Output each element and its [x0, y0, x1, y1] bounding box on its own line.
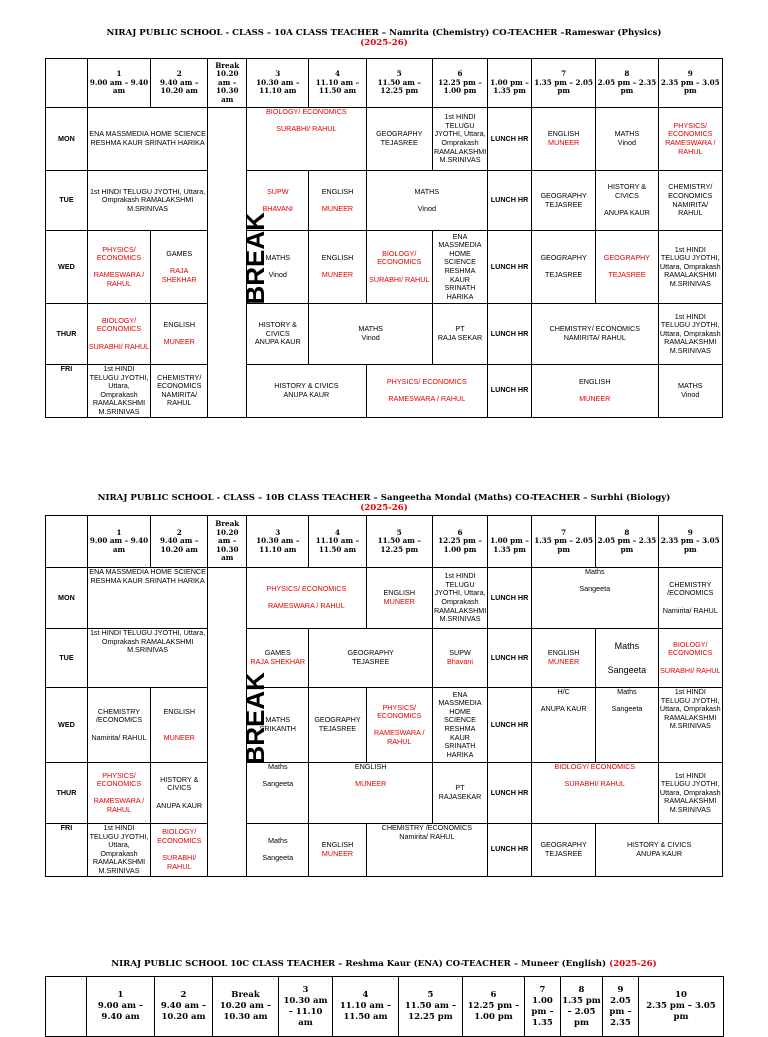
period-6-header: 6 12.25 pm – 1.00 pm — [432, 59, 487, 108]
corner-cell — [46, 516, 88, 568]
header-row — [46, 59, 723, 108]
cell-thu-6: PT RAJA SEKAR — [432, 304, 487, 365]
title-10b — [0, 493, 768, 513]
period-5-header: 5 11.50 am – 12.25 pm — [399, 977, 463, 1037]
period-9-header: 9 2.05 pm – 2.35 — [603, 977, 639, 1037]
cell-tue-9: BIOLOGY/ ECONOMICS SURABHI/ RAHUL — [658, 629, 722, 688]
cell-mon-3-4: PHYSICS/ ECONOMICS RAMESWARA / RAHUL — [247, 568, 366, 629]
title-10a — [0, 28, 768, 48]
day-label: THUR — [46, 304, 88, 365]
cell-fri-1: 1st HINDI TELUGU JYOTHI, Uttara, Omprakash RAMALAKSHMI M.SRINIVAS — [87, 365, 150, 418]
cell-wed-6: ENA MASSMEDIA HOME SCIENCE RESHMA KAUR SRINATH HARIKA — [432, 688, 487, 763]
cell-tue-4: ENGLISH MUNEER — [309, 171, 366, 231]
cell-fri-4: ENGLISH MUNEER — [309, 824, 366, 877]
cell-fri-7: GEOGRAPHY TEJASREE — [531, 824, 595, 877]
cell-thu-6: PT RAJASEKAR — [432, 763, 487, 824]
cell-fri-7-8: ENGLISH MUNEER — [531, 365, 658, 418]
cell-wed-8: GEOGRAPHY TEJASREE — [596, 231, 658, 304]
break-column — [208, 568, 271, 877]
cell-fri-2: BIOLOGY/ ECONOMICS SURABHI/ RAHUL — [151, 824, 208, 877]
cell-wed-7: H/C ANUPA KAUR — [531, 688, 595, 763]
period-1-header: 1 9.00 am – 9.40 am — [87, 516, 150, 568]
break-header: Break 10.20 am – 10.30 am — [208, 516, 247, 568]
lunch-cell: LUNCH HR — [488, 171, 532, 231]
row-mon — [46, 568, 723, 629]
period-8-header: 8 2.05 pm – 2.35 pm — [596, 516, 658, 568]
row-wed — [46, 688, 723, 763]
cell-wed-9: 1st HINDI TELUGU JYOTHI, Uttara, Omprakash RAMALAKSHMI M.SRINIVAS — [658, 231, 722, 304]
title-10a-main: NIRAJ PUBLIC SCHOOL - CLASS – 10A CLASS TEACHER – Namrita (Chemistry) CO-TEACHER –Rameswar (Physics) — [106, 28, 662, 38]
lunch-cell: LUNCH HR — [488, 568, 532, 629]
corner-cell — [46, 977, 87, 1037]
cell-wed-8: Maths Sangeeta — [596, 688, 658, 763]
lunch-cell: LUNCH HR — [488, 763, 532, 824]
cell-fri-5-6: PHYSICS/ ECONOMICS RAMESWARA / RAHUL — [366, 365, 487, 418]
cell-fri-1: 1st HINDI TELUGU JYOTHI, Uttara, Omprakash RAMALAKSHMI M.SRINIVAS — [87, 824, 150, 877]
row-thur — [46, 763, 723, 824]
cell-mon-8: MATHS Vinod — [596, 108, 658, 171]
period-8-header: 8 1.35 pm – 2.05 pm — [561, 977, 603, 1037]
timetable-10a — [45, 58, 723, 418]
break-label: BREAK — [240, 212, 271, 306]
cell-tue-1-2: 1st HINDI TELUGU JYOTHI, Uttara, Omprakash RAMALAKSHMI M.SRINIVAS — [87, 171, 207, 231]
header-row — [46, 516, 723, 568]
cell-mon-5: ENGLISH MUNEER — [366, 568, 432, 629]
period-5-header: 5 11.50 am – 12.25 pm — [366, 516, 432, 568]
cell-mon-7-8: Maths Sangeeta — [531, 568, 658, 629]
timetable-10b — [45, 515, 723, 877]
period-2-header: 2 9.40 am – 10.20 am — [151, 516, 208, 568]
cell-thu-9: 1st HINDI TELUGU JYOTHI, Uttara, Omprakash RAMALAKSHMI M.SRINIVAS — [658, 304, 722, 365]
cell-tue-8: Maths Sangeeta — [596, 629, 658, 688]
cell-thu-7-8: BIOLOGY/ ECONOMICS SURABHI/ RAHUL — [531, 763, 658, 824]
lunch-cell: LUNCH HR — [488, 231, 532, 304]
cell-wed-1: CHEMISTRY /ECONOMICS Namirita/ RAHUL — [87, 688, 150, 763]
cell-wed-9: 1st HINDI TELUGU JYOTHI, Uttara, Omprakash RAMALAKSHMI M.SRINIVAS — [658, 688, 722, 763]
cell-thu-3: HISTORY & CIVICS ANUPA KAUR — [247, 304, 309, 365]
day-label: TUE — [46, 629, 88, 688]
corner-cell — [46, 59, 88, 108]
period-4-header: 4 11.10 am – 11.50 am — [333, 977, 399, 1037]
lunch-cell: LUNCH HR — [488, 629, 532, 688]
cell-wed-4: GEOGRAPHY TEJASREE — [309, 688, 366, 763]
period-9-header: 9 2.35 pm – 3.05 pm — [658, 59, 722, 108]
cell-tue-8: HISTORY & CIVICS ANUPA KAUR — [596, 171, 658, 231]
cell-wed-3: MATHS SRIKANTH — [247, 688, 309, 763]
period-3-header: 3 10.30 am – 11.10 am — [247, 516, 309, 568]
row-tue — [46, 629, 723, 688]
period-5-header: 5 11.50 am – 12.25 pm — [366, 59, 432, 108]
cell-wed-5: BIOLOGY/ ECONOMICS SURABHI/ RAHUL — [366, 231, 432, 304]
day-label: WED — [46, 231, 88, 304]
cell-tue-3: SUPW BHAVANI — [247, 171, 309, 231]
period-8-header: 8 2.05 pm – 2.35 pm — [596, 59, 658, 108]
period-1-header: 1 9.00 am – 9.40 am — [87, 977, 155, 1037]
lunch-cell: LUNCH HR — [488, 824, 532, 877]
cell-wed-3: MATHS Vinod — [247, 231, 309, 304]
cell-mon-3-4: BIOLOGY/ ECONOMICS SURABHI/ RAHUL — [247, 108, 366, 171]
lunch-cell: LUNCH HR — [488, 304, 532, 365]
lunch-header: 1.00 pm – 1.35 pm — [488, 59, 532, 108]
title-10c — [0, 959, 768, 969]
cell-tue-7: GEOGRAPHY TEJASREE — [531, 171, 595, 231]
cell-tue-7: ENGLISH MUNEER — [531, 629, 595, 688]
period-2-header: 2 9.40 am – 10.20 am — [155, 977, 213, 1037]
cell-fri-5-6: CHEMISTRY /ECONOMICS Namirita/ RAHUL — [366, 824, 487, 877]
day-label: TUE — [46, 171, 88, 231]
period-4-header: 4 11.10 am – 11.50 am — [309, 59, 366, 108]
break-header: Break 10.20 am – 10.30 am — [213, 977, 279, 1037]
period-7-header: 7 1.35 pm – 2.05 pm — [531, 516, 595, 568]
cell-thu-2: ENGLISH MUNEER — [151, 304, 208, 365]
row-tue — [46, 171, 723, 231]
period-4-header: 4 11.10 am – 11.50 am — [309, 516, 366, 568]
cell-wed-6: ENA MASSMEDIA HOME SCIENCE RESHMA KAUR SRINATH HARIKA — [432, 231, 487, 304]
cell-thu-4-5: ENGLISH MUNEER — [309, 763, 433, 824]
cell-thu-9: 1st HINDI TELUGU JYOTHI, Uttara, Omprakash RAMALAKSHMI M.SRINIVAS — [658, 763, 722, 824]
cell-mon-6: 1st HINDI TELUGU JYOTHI, Uttara, Omprakash RAMALAKSHMI M.SRINIVAS — [432, 108, 487, 171]
title-10b-year: (2025-26) — [360, 503, 408, 513]
cell-wed-2: GAMES RAJA SHEKHAR — [151, 231, 208, 304]
row-fri — [46, 365, 723, 418]
cell-tue-5-6: MATHS Vinod — [366, 171, 487, 231]
period-3-header: 3 10.30 am – 11.10 am — [279, 977, 333, 1037]
header-row — [46, 977, 724, 1037]
title-10c-main: NIRAJ PUBLIC SCHOOL 10C CLASS TEACHER – Reshma Kaur (ENA) CO-TEACHER – Muneer (English) — [111, 959, 607, 969]
day-label: FRI — [46, 365, 88, 418]
lunch-cell: LUNCH HR — [488, 688, 532, 763]
cell-wed-5: PHYSICS/ ECONOMICS RAMESWARA / RAHUL — [366, 688, 432, 763]
day-label: FRI — [46, 824, 88, 877]
period-9-header: 9 2.35 pm – 3.05 pm — [658, 516, 722, 568]
day-label: MON — [46, 568, 88, 629]
row-fri — [46, 824, 723, 877]
break-label: BREAK — [240, 672, 271, 765]
cell-tue-6: SUPW Bhavani — [432, 629, 487, 688]
cell-fri-9: MATHS Vinod — [658, 365, 722, 418]
cell-thu-2: HISTORY & CIVICS ANUPA KAUR — [151, 763, 208, 824]
title-10c-year: (2025-26) — [609, 959, 657, 969]
cell-mon-7: ENGLISH MUNEER — [531, 108, 595, 171]
row-mon — [46, 108, 723, 171]
cell-fri-3-4: HISTORY & CIVICS ANUPA KAUR — [247, 365, 366, 418]
title-10a-year: (2025-26) — [360, 38, 408, 48]
period-6-header: 6 12.25 pm – 1.00 pm — [432, 516, 487, 568]
period-7-header: 7 1.35 pm – 2.05 pm — [531, 59, 595, 108]
lunch-cell: LUNCH HR — [488, 108, 532, 171]
day-label: THUR — [46, 763, 88, 824]
row-thur — [46, 304, 723, 365]
cell-tue-4-5: GEOGRAPHY TEJASREE — [309, 629, 433, 688]
cell-fri-2: CHEMISTRY/ ECONOMICS NAMIRITA/ RAHUL — [151, 365, 208, 418]
break-column — [208, 108, 271, 418]
cell-mon-1-2: ENA MASSMEDIA HOME SCIENCE RESHMA KAUR SRINATH HARIKA — [87, 108, 207, 171]
period-1-header: 1 9.00 am – 9.40 am — [87, 59, 150, 108]
lunch-header: 1.00 pm – 1.35 pm — [488, 516, 532, 568]
cell-thu-1: PHYSICS/ ECONOMICS RAMESWARA / RAHUL — [87, 763, 150, 824]
cell-mon-9: CHEMISTRY /ECONOMICS Namirita/ RAHUL — [658, 568, 722, 629]
cell-thu-3: Maths Sangeeta — [247, 763, 309, 824]
period-2-header: 2 9.40 am – 10.20 am — [151, 59, 208, 108]
cell-wed-4: ENGLISH MUNEER — [309, 231, 366, 304]
period-6-header: 6 12.25 pm – 1.00 pm — [463, 977, 525, 1037]
cell-tue-1-2: 1st HINDI TELUGU JYOTHI, Uttara, Omprakash RAMALAKSHMI M.SRINIVAS — [87, 629, 207, 688]
period-10-header: 10 2.35 pm – 3.05 pm — [639, 977, 724, 1037]
title-10b-main: NIRAJ PUBLIC SCHOOL - CLASS – 10B CLASS TEACHER – Sangeetha Mondal (Maths) CO-TEACHER – Surbhi (Biology) — [97, 493, 671, 503]
cell-wed-2: ENGLISH MUNEER — [151, 688, 208, 763]
cell-wed-7: GEOGRAPHY TEJASREE — [531, 231, 595, 304]
cell-mon-5: GEOGRAPHY TEJASREE — [366, 108, 432, 171]
cell-thu-1: BIOLOGY/ ECONOMICS SURABHI/ RAHUL — [87, 304, 150, 365]
row-wed — [46, 231, 723, 304]
cell-tue-3: GAMES RAJA SHEKHAR — [247, 629, 309, 688]
cell-thu-4-5: MATHS Vinod — [309, 304, 433, 365]
cell-fri-3: Maths Sangeeta — [247, 824, 309, 877]
cell-tue-9: CHEMISTRY/ ECONOMICS NAMIRITA/ RAHUL — [658, 171, 722, 231]
period-7-header: 7 1.00 pm – 1.35 — [525, 977, 561, 1037]
period-3-header: 3 10.30 am – 11.10 am — [247, 59, 309, 108]
cell-mon-6: 1st HINDI TELUGU JYOTHI, Uttara, Omprakash RAMALAKSHMI M.SRINIVAS — [432, 568, 487, 629]
lunch-cell: LUNCH HR — [488, 365, 532, 418]
timetable-10c — [45, 976, 724, 1037]
break-header: Break 10.20 am – 10.30 am — [208, 59, 247, 108]
cell-thu-7-8: CHEMISTRY/ ECONOMICS NAMIRITA/ RAHUL — [531, 304, 658, 365]
cell-fri-8-9: HISTORY & CIVICS ANUPA KAUR — [596, 824, 723, 877]
day-label: MON — [46, 108, 88, 171]
day-label: WED — [46, 688, 88, 763]
cell-mon-9: PHYSICS/ ECONOMICS RAMESWARA / RAHUL — [658, 108, 722, 171]
cell-wed-1: PHYSICS/ ECONOMICS RAMESWARA / RAHUL — [87, 231, 150, 304]
cell-mon-1-2: ENA MASSMEDIA HOME SCIENCE RESHMA KAUR SRINATH HARIKA — [87, 568, 207, 629]
